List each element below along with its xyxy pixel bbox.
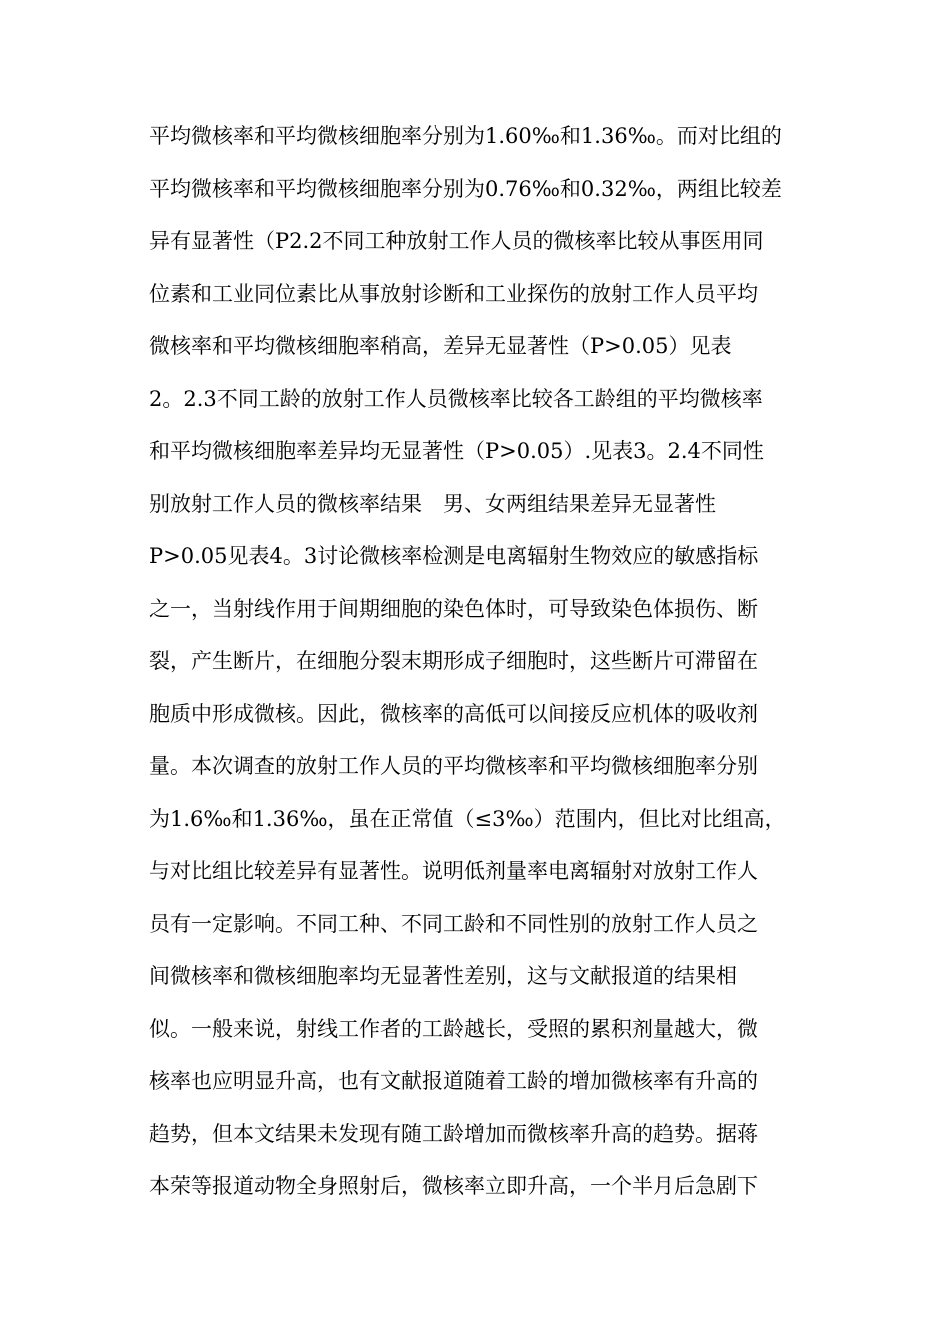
text-line: 微核率和平均微核细胞率稍高，差异无显著性（P>0.05）见表 [149, 334, 732, 358]
text-line: 为1.6‰和1.36‰，虽在正常值（≤3‰）范围内，但比对比组高， [149, 806, 786, 831]
text-line: P>0.05见表4。3讨论微核率检测是电离辐射生物效应的敏感指标 [149, 544, 759, 568]
text-line: 位素和工业同位素比从事放射诊断和工业探伤的放射工作人员平均 [149, 281, 758, 306]
text-line: 核率也应明显升高，也有文献报道随着工龄的增加微核率有升高的 [149, 1069, 758, 1093]
text-line: 之一，当射线作用于间期细胞的染色体时，可导致染色体损伤、断 [149, 596, 758, 621]
text-line: 裂，产生断片，在细胞分裂末期形成子细胞时，这些断片可滞留在 [149, 649, 758, 673]
text-line: 平均微核率和平均微核细胞率分别为1.60‰和1.36‰。而对比组的 [149, 124, 782, 148]
text-line: 平均微核率和平均微核细胞率分别为0.76‰和0.32‰，两组比较差 [149, 176, 782, 201]
text-line: 趋势，但本文结果未发现有随工龄增加而微核率升高的趋势。据蒋 [149, 1121, 758, 1146]
text-line: 似。一般来说，射线工作者的工龄越长，受照的累积剂量越大，微 [149, 1016, 758, 1041]
text-line: 量。本次调查的放射工作人员的平均微核率和平均微核细胞率分别 [149, 754, 758, 778]
text-line: 异有显著性（P2.2不同工种放射工作人员的微核率比较从事医用同 [149, 229, 764, 253]
text-line: 2。2.3不同工龄的放射工作人员微核率比较各工龄组的平均微核率 [149, 386, 763, 411]
text-line: 和平均微核细胞率差异均无显著性（P>0.05）.见表3。2.4不同性 [149, 439, 764, 463]
body-text [149, 116, 809, 1219]
text-line: 与对比组比较差异有显著性。说明低剂量率电离辐射对放射工作人 [149, 859, 758, 883]
text-line: 员有一定影响。不同工种、不同工龄和不同性别的放射工作人员之 [149, 911, 758, 936]
text-line: 胞质中形成微核。因此，微核率的高低可以间接反应机体的吸收剂 [149, 701, 758, 726]
text-line: 别放射工作人员的微核率结果 男、女两组结果差异无显著性 [149, 491, 716, 516]
text-line: 本荣等报道动物全身照射后，微核率立即升高，一个半月后急剧下 [149, 1174, 758, 1198]
text-line: 间微核率和微核细胞率均无显著性差别，这与文献报道的结果相 [149, 964, 737, 988]
